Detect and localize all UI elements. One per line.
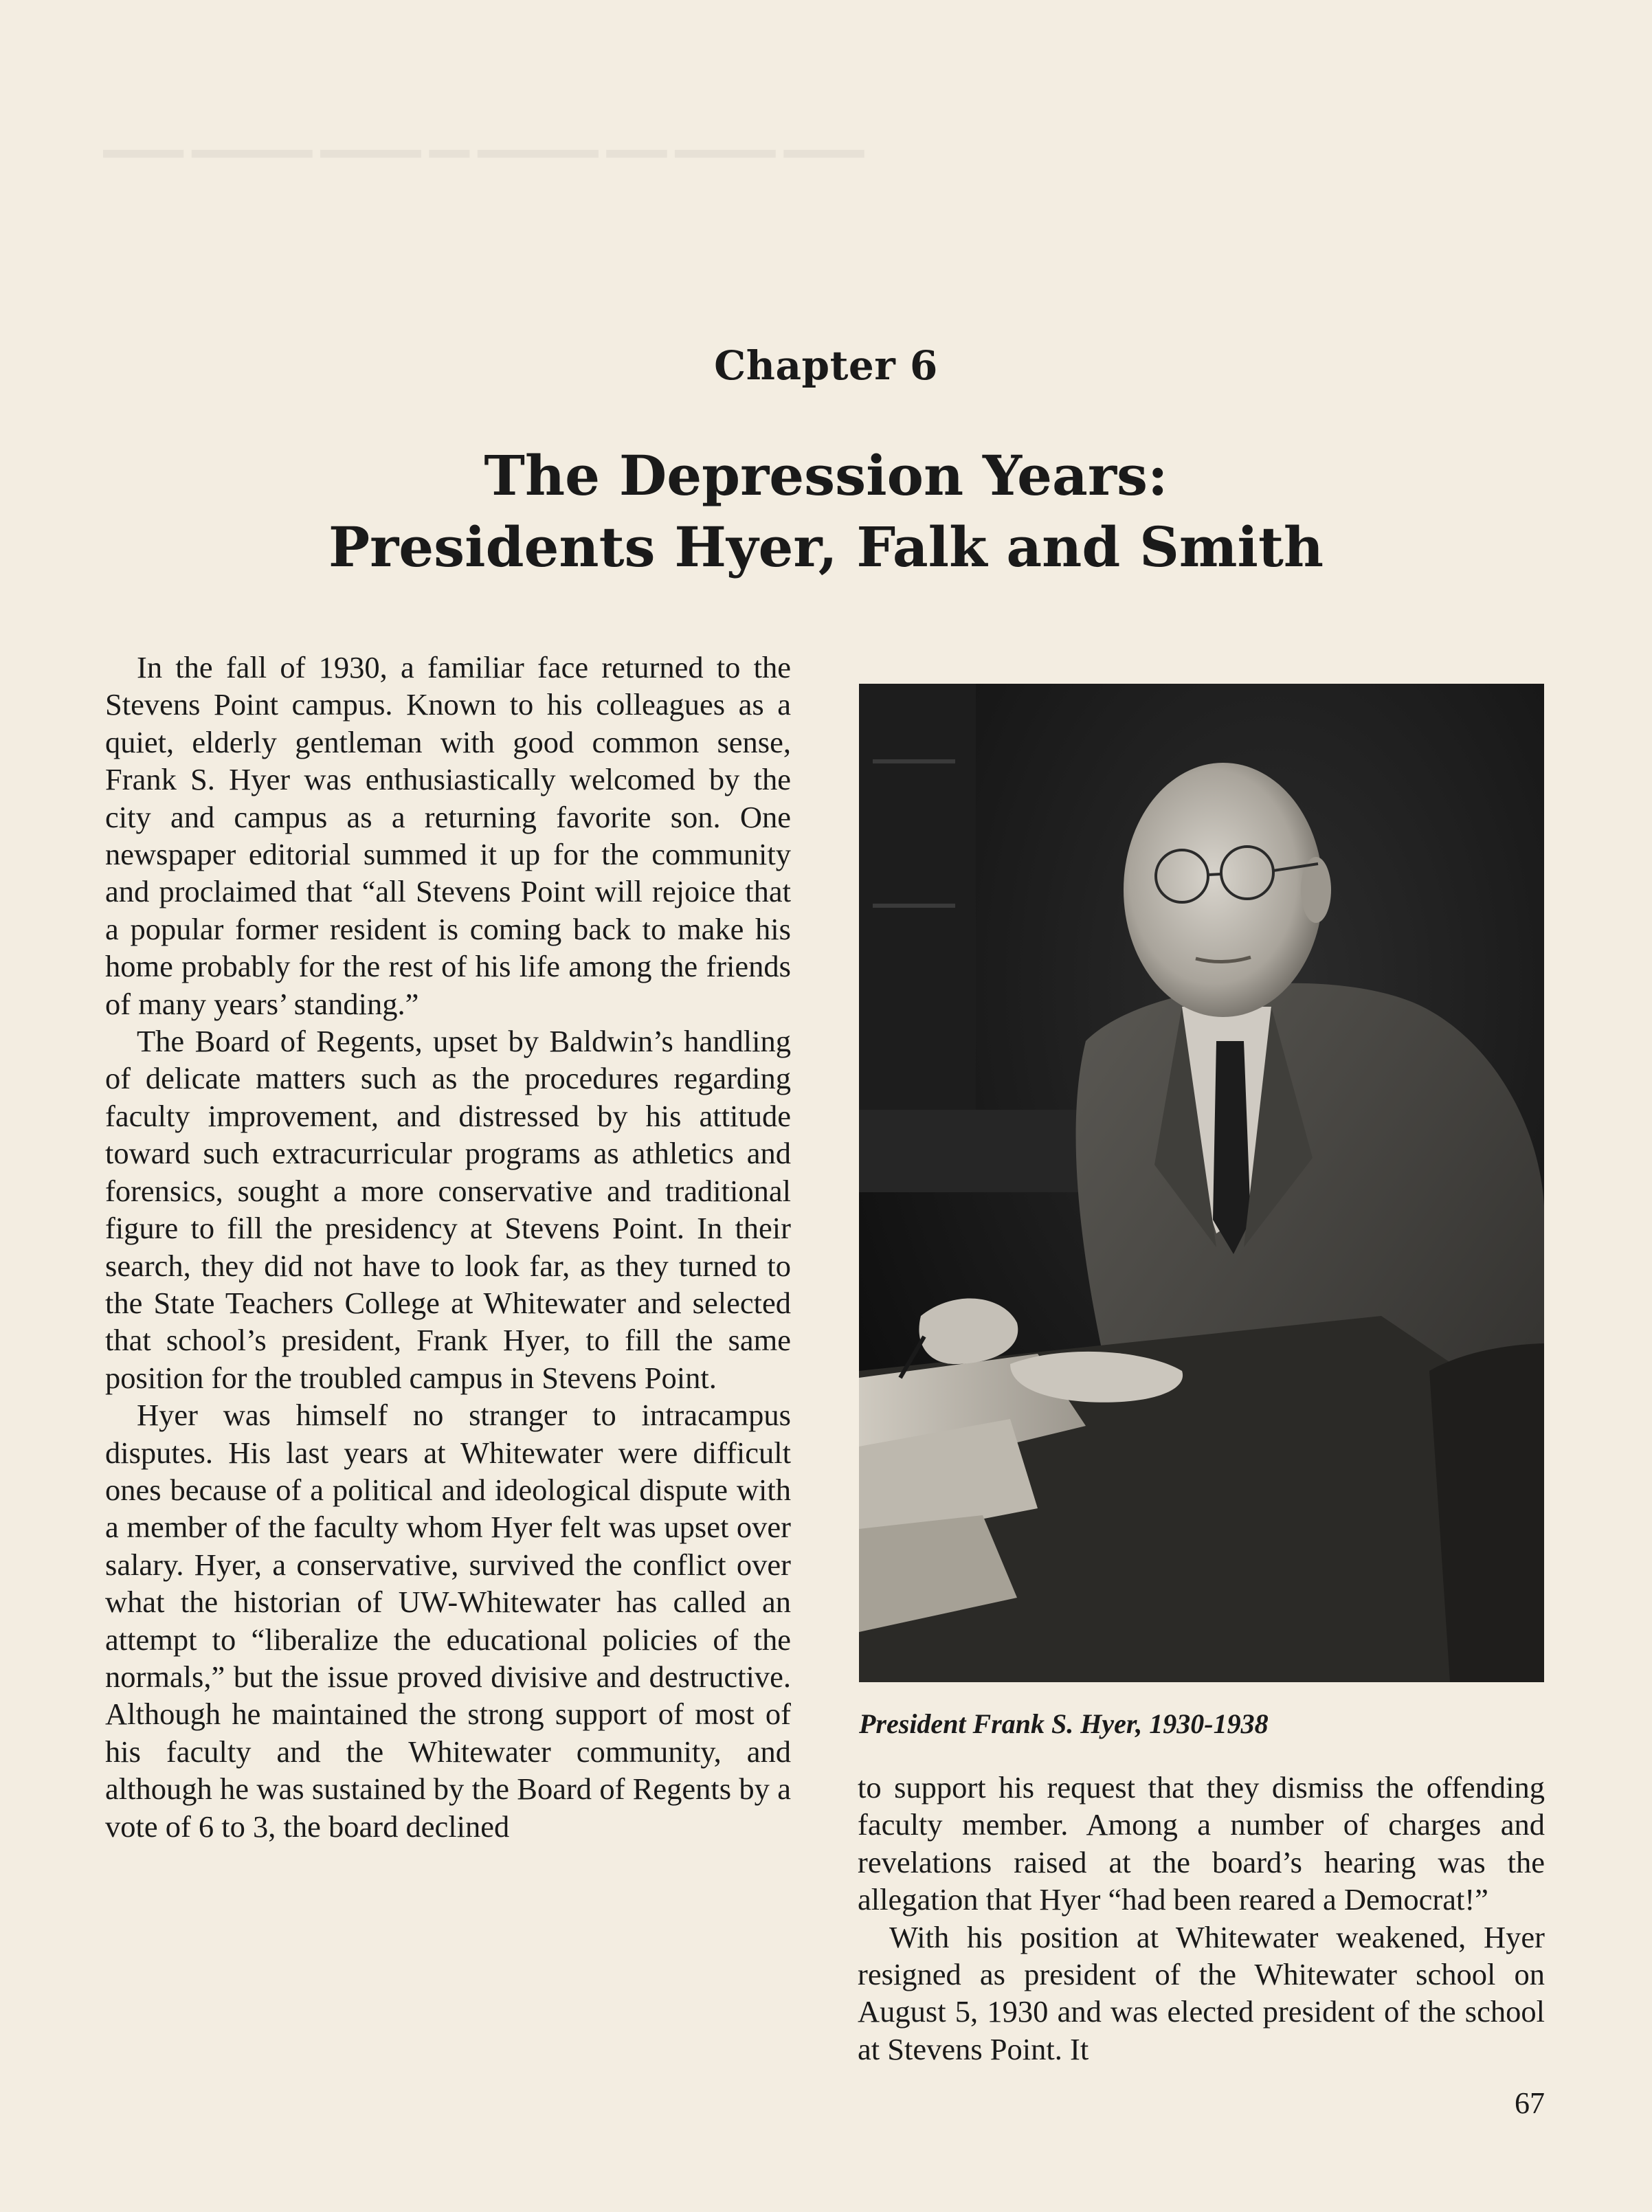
paragraph: In the fall of 1930, a familiar face returned to the Stevens Point campus. Known to his colleagues as a quiet, elderly gentleman with good common sense, Frank S. Hyer was enthusiastically welcomed by the city and campus as a returning favorite son. One newspaper editorial summed it up for the community and proclaimed that “all Stevens Point will rejoice that a popular former resident is coming back to make his home probably for the rest of his life among the friends of many years’ standing.” [105,650,791,1021]
paragraph: to support his request that they dismiss the offending faculty member. Among a number of charges and revelations raised at the board’s hearing was the allegation that Hyer “had been reared a Democrat!” [858,1770,1545,1917]
paragraph: The Board of Regents, upset by Baldwin’s handling of delicate matters such as the procedures regarding faculty improvement, and distressed by his attitude toward such extracurricular programs as athletics and forensics, sought a more conservative and traditional figure to fill the presidency at Stevens Point. In their search, they did not have to look far, as they turned to the State Teachers College at Whitewater and selected that school’s president, Frank Hyer, to fill the same position for the troubled campus in Stevens Point. [105,1024,791,1395]
chapter-title-line-1: The Depression Years: [484,443,1168,508]
photo-caption: President Frank S. Hyer, 1930-1938 [859,1708,1269,1739]
page-number: 67 [1515,2086,1545,2120]
chapter-title-line-2: Presidents Hyer, Falk and Smith [328,515,1324,579]
paragraph: Hyer was himself no stranger to intracampus disputes. His last years at Whitewater were difficult ones because of a political and ideological dispute with a member of the faculty whom Hyer felt was upset over salary. Hyer, a conservative, survived the conflict over what the historian of UW-Whitewater has called an attempt to “liberalize the educational policies of the normals,” but the issue proved divisive and destructive. Although he maintained the strong support of most of his faculty and the Whitewater community, and although he was sustained by the Board of Regents by a vote of 6 to 3, the board declined [105,1398,791,1844]
bleed-through-texture: ▂▂▂▂ ▂▂▂▂▂ ▂▂▂ ▂▂▂▂▂▂ ▂▂ ▂▂▂▂▂ ▂▂▂▂▂▂ ▂▂▂▂ [103,127,864,157]
left-column [105,649,791,1845]
chapter-label: Chapter 6 [714,342,938,389]
paragraph: With his position at Whitewater weakened, Hyer resigned as president of the Whitewater school on August 5, 1930 and was elected president of the school at Stevens Point. It [858,1919,1545,2066]
chapter-title [0,440,1652,583]
right-column [858,1769,1545,2068]
portrait-photo [859,684,1544,1682]
